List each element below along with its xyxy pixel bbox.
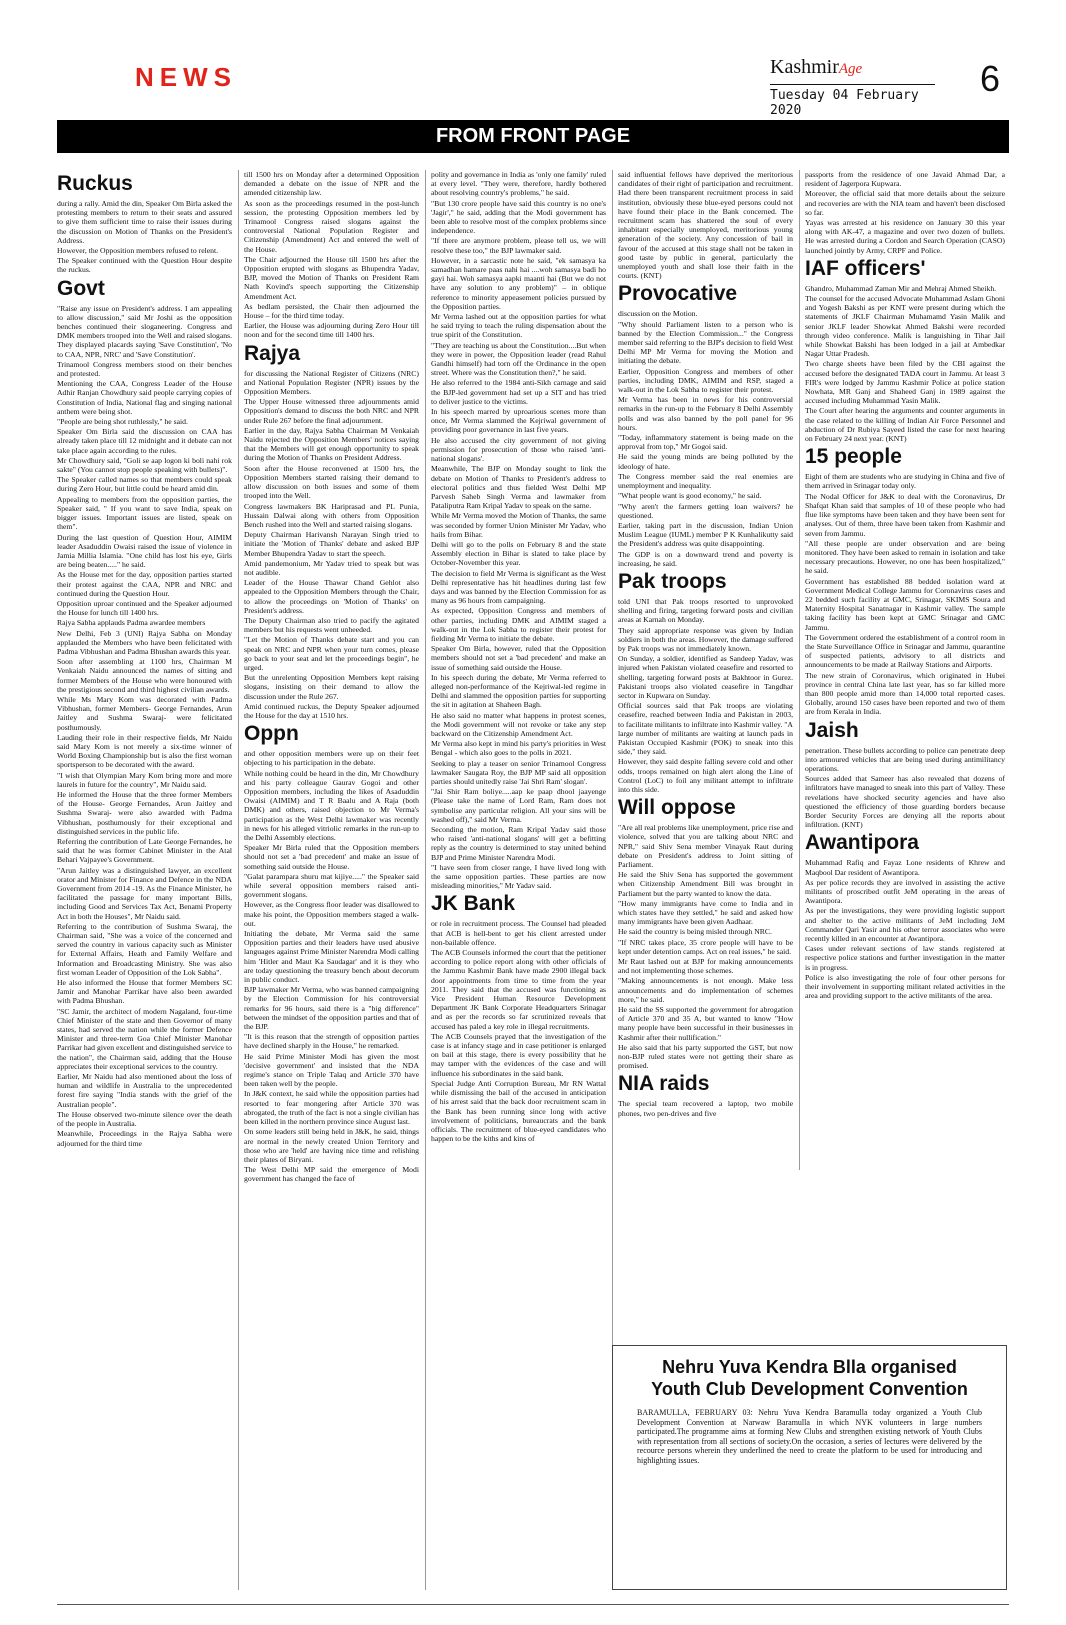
bottom-rule [57, 1604, 1009, 1605]
article-paragraph: Speaker Om Birla said the discussion on CAA has already taken place till 12 midnight and it debate can not take place again according to the rules. [57, 427, 232, 455]
article-paragraph: The Speaker called names so that members could speak during Zero Hour, but little could be heard amid din. [57, 475, 232, 494]
article-paragraph: The Deputy Chairman also tried to pacify the agitated members but his requests went unheeded. [244, 615, 419, 635]
article-paragraph: "Making announcements is not enough. Make less announcements and do implementation of schemes more," he said. [618, 976, 793, 1004]
article-paragraph: "Arun Jaitley was a distinguished lawyer, an excellent orator and Minister for Finance and Defence in the NDA Government from 2014 -19. As the Finance Minister, he facilitated the passage for many important Bills, including Good and Services Tax Act, Benami Property Act in both the Houses", Mr Naidu said. [57, 865, 232, 921]
article-paragraph: Mr Verma has been in news for his controversial remarks in the run-up to the February 8 Delhi Assembly polls and was also banned by the poll panel for 96 hours. [618, 395, 793, 432]
page-number: 6 [980, 58, 1001, 99]
column-divider [425, 170, 426, 1590]
article-paragraph: "Raise any issue on President's address. I am appealing to allow discussion," said Mr Joshi as the opposition benches continued their sloganeering. Congress and DMK members trooped into the Well and raised slogans. They displayed placards saying 'Save Constitution', 'No to CAA, NPR, NRC' and 'Save Constitution'. [57, 303, 232, 359]
article-paragraph: Yayas was arrested at his residence on January 30 this year along with AK-47, a magazine and over two dozen of bullets. He was arrested during a Cordon and Search Operation (CASO) launched jointly by Army, CRPF and Police. [805, 218, 1005, 255]
article-paragraph: "If NRC takes place, 35 crore people will have to be kept under detention camps. Act on real issues," he said. [618, 937, 793, 956]
article-paragraph: Trinamool Congress members stood on their benches and protested. [57, 359, 232, 379]
article-paragraph: The Chair adjourned the House till 1500 hrs after the Opposition erupted with slogans as Bhupendra Yadav, BJP, moved the Motion of Thanks on President Ram Nath Kovind's speech supporting the Citizenship Amendment Act. [244, 254, 419, 301]
article-paragraph: "Are all real problems like unemployment, price rise and violence, solved that you are talking about NRC and NPR," said Shiv Sena member Vinayak Raut during debate on President's address to Joint sitting of Parliament. [618, 823, 793, 869]
headline-line: Nehru Yuva Kendra Blla organised [662, 1357, 957, 1377]
article-paragraph: New Delhi, Feb 3 (UNI) Rajya Sabha on Monday applauded the Members who have been felicitated with Padma Vibhushan and Padma Bhushan awards this year. [57, 628, 232, 656]
article-paragraph: The counsel for the accused Advocate Muhammad Aslam Ghoni and Yogesh Bakshi as per KNT were present during which the statements of JKLF Chairman Muhamamd Yasin Malik and senior JKLF leader Showkat Ahmed Bakshi were recorded through video conference. Malik is languishing in Tihar Jail while Showkat Bakshi has been lodged in a jail at Ambedkar Nagar Uttar Pradesh. [805, 294, 1005, 359]
column-5 [805, 170, 1005, 1170]
article-headline: Will oppose [618, 796, 736, 820]
article-paragraph: Mr Chowdhury said, "Goli se aap logon ki boli nahi rok sakte" (You cannot stop people speaking with bullets)". [57, 455, 232, 475]
article-paragraph: Mr Raut lashed out at BJP for making announcements and not implementing those schemes. [618, 957, 793, 976]
article-paragraph: The West Delhi MP said the emergence of Modi government has changed the face of [244, 1165, 419, 1184]
article-paragraph: He also informed the House that former Members SC Jamir and Manohar Parrikar have also been awarded with Padma Bhushan. [57, 978, 232, 1006]
masthead [0, 0, 1066, 120]
article-paragraph: "Galat parampara shuru mat kijiye....." the Speaker said while several opposition members raised anti-government slogans. [244, 871, 419, 900]
column-2 [244, 170, 419, 1600]
article-paragraph: He also said that his party supported the GST, but now non-BJP ruled states were not getting their share as promised. [618, 1042, 793, 1071]
article-paragraph: The new strain of Coronavirus, which originated in Hubei province in central China late last year, has so far killed more than 800 people amid more than 14,000 total reported cases. Globally, around 150 cases have been reported and two of them are from Kerala in India. [805, 670, 1005, 717]
article-paragraph: "Why aren't the farmers getting loan waivers? he questioned. [618, 501, 793, 520]
article-paragraph: In J&K context, he said while the opposition parties had resorted to fear mongering after Article 370 was abrogated, the truth of the fact is not a single civilian has been killed in the northern province since August last. [244, 1089, 419, 1127]
article-headline: 15 people [805, 445, 902, 469]
article-paragraph: Rajya Sabha applauds Padma awardee members [57, 618, 206, 628]
boxed-story-headline [637, 1356, 982, 1400]
article-paragraph: However, they said despite falling severe cold and other odds, troops remained on high alert along the Line of Control (LoC) to foil any militant attempt to infiltrate into this side. [618, 757, 793, 794]
article-paragraph: Leader of the House Thawar Chand Gehlot also appealed to the Opposition Members through the Chair, to allow the proceedings on 'Motion of Thanks' on President's address. [244, 578, 419, 615]
article-paragraph: The Government ordered the establishment of a control room in the State Surveillance Office in Srinagar and Jammu, quarantine of suspected patients, advisory to all districts and announcements to be made at Railway Stations and Airports. [805, 632, 1005, 670]
article-paragraph: till 1500 hrs on Monday after a determined Opposition demanded a debate on the issue of NPR and the amended citizenship law. [244, 170, 419, 198]
column-1 [57, 170, 232, 1600]
article-paragraph: Police is also investigating the role of four other persons for their involvement in supporting militant related activities in the area and providing support to the active militants of the area. [805, 972, 1005, 1001]
article-paragraph: discussion on the Motion. [618, 309, 698, 319]
article-paragraph: However, in a sarcastic note he said, "ek samasya ka samadhan hamare paas nahi hai ....woh samasya badi ho gayi hai. Woh samasya aapki maanti hai (But we do not have any solution to any problem)" – in oblique reference to minority appeasement policies pursued by the Opposition parties. [431, 255, 606, 311]
article-paragraph: The Nodal Officer for J&K to deal with the Coronavirus, Dr Shafqat Khan said that samples of 10 of these people who had flue like symptoms have been taken and they have been sent for analyses. Out of them, three have been taken from Kashmir and seven from Jammu. [805, 491, 1005, 538]
article-paragraph: He said the Shiv Sena has supported the government when Citizenship Amendment Bill was brought in Parliament but the party wanted to know the data. [618, 870, 793, 898]
article-paragraph: While nothing could be heard in the din, Mr Chowdhury and his party colleague Gaurav Gogoi and other Opposition members, including the likes of Asaduddin Owaisi (AIMIM) and T R Baalu and A Raja (both DMK) and others, raised objection to Mr Verma's participation as the West Delhi lawmaker was recently in news for his alleged vitriolic remarks in the run-up to the Delhi Assembly elections. [244, 768, 419, 842]
article-paragraph: "Today, inflammatory statement is being made on the approval from top," Mr Gogoi said. [618, 433, 793, 452]
article-paragraph: In his speech during the debate, Mr Verma referred to alleged non-performance of the Kejriwal-led regime in Delhi and slammed the opposition parties for supporting the sit in agitation at Shaheen Bagh. [431, 672, 606, 710]
article-headline: JK Bank [431, 892, 516, 916]
article-headline: Govt [57, 276, 105, 300]
article-paragraph: Ghandro, Muhammad Zaman Mir and Mehraj Ahmed Sheikh. [805, 283, 997, 293]
article-paragraph: "They are teaching us about the Constitution....But when they were in power, the Opposition leader (read Rahul Gandhi himself) had torn off the Ordinance in the open street. Where was the Constitution then?," he said. [431, 340, 606, 378]
article-paragraph: "SC Jamir, the architect of modern Nagaland, four-time Chief Minister of the state and then Governor of many states, had served the nation while the former Defence Minister and three-term Goa Chief Minister Manohar Parrikar had given excellent and distinguished service to the nation", the Chairman said, adding that the House appreciates their exceptional services to the country. [57, 1006, 232, 1071]
article-paragraph: Initiating the debate, Mr Verma said the same Opposition parties and their leaders have used abusive languages against Prime Minister Narendra Modi calling him 'Hitler and Maut Ka Saudagar' and it is they who are today questioning the treasury bench about decorum in public conduct. [244, 929, 419, 985]
article-paragraph: As bedlam persisted, the Chair then adjourned the House – for the third time today. [244, 301, 419, 321]
issue-date: Tuesday 04 February 2020 [770, 84, 935, 118]
article-paragraph: The Congress member said the real enemies are unemployment and inequality. [618, 471, 793, 491]
article-paragraph: He also accused the city government of not giving permission for prosecution of those who raised 'anti-national slogans'. [431, 435, 606, 464]
article-paragraph: Speaker Mr Birla ruled that the Opposition members should not set a 'bad precedent' and make an issue of something said outside the House. [244, 843, 419, 871]
boxed-story [612, 1345, 1007, 1590]
article-paragraph: On some leaders still being held in J&K, he said, things are normal in the newly created Union Territory and those who are 'held' are having nice time and relishing their plates of Biryani. [244, 1127, 419, 1164]
column-4 [618, 170, 793, 1170]
article-headline: IAF officers' [805, 256, 926, 280]
article-paragraph: Deputy Chairman Harivansh Narayan Singh tried to initiate the 'Motion of Thanks' debate and asked BJP Member Bhupendra Yadav to start the speech. [244, 530, 419, 558]
article-paragraph: Mr Verma lashed out at the opposition parties for what he said trying to teach the ruling dispensation about the true spirit of the Constitution. [431, 312, 606, 340]
article-paragraph: The Speaker continued with the Question Hour despite the ruckus. [57, 256, 232, 275]
article-headline: Rajya [244, 341, 301, 365]
logo-main: Kashmir [770, 56, 839, 78]
article-paragraph: "I wish that Olympian Mary Kom bring more and more laurels in future for the country", Mr Naidu said. [57, 770, 232, 789]
article-paragraph: "What people want is good economy," he said. [618, 491, 762, 501]
headline-line: Youth Club Development Convention [651, 1379, 968, 1399]
article-paragraph: "Why should Parliament listen to a person who is banned by the Election Commission..." the Congress member said referring to the BJP's decision to field West Delhi MP Mr Verma for moving the Motion and initiating the debate. [618, 319, 793, 366]
article-paragraph: penetration. These bullets according to police can penetrate deep into armoured vehicles that are being used during antimilitancy operations. [805, 745, 1005, 773]
article-paragraph: Lauding their role in their respective fields, Mr Naidu said Mary Kom is not merely a six-time winner of World Boxing Championship but is also the first woman sportsperson to be decorated with the award. [57, 732, 232, 770]
article-headline: Oppn [244, 722, 299, 746]
article-paragraph: Amid pandemonium, Mr Yadav tried to speak but was not audible. [244, 558, 419, 577]
article-paragraph: As per police records they are involved in assisting the active militants of proscribed outfit JeM operating in the areas of Awantipora. [805, 877, 1005, 906]
column-3 [431, 170, 606, 1600]
article-paragraph: Mentioning the CAA, Congress Leader of the House Adhir Ranjan Chowdhury said people carrying copies of Constitution of India, National flag and singing national anthem were being shot. [57, 379, 232, 416]
article-paragraph: During the last question of Question Hour, AIMIM leader Asaduddin Owaisi raised the issue of violence in Jamia Millia Islamia. "One child has lost his eye, Girls are being beaten....." he said. [57, 532, 232, 570]
article-paragraph: during a rally. Amid the din, Speaker Om Birla asked the protesting members to return to their seats and assured to give them sufficient time to raise their issues during the discussion on Motion of Thanks on the President's Address. [57, 199, 232, 245]
article-paragraph: Referring to the contribution of Sushma Swaraj, the Chairman said, "She was a voice of the concerned and served the country in various capacity such as Minister for External Affairs, Heath and Family Welfare and Information and Broadcasting Ministry. She was also first woman Leader of Opposition of the Lok Sabha". [57, 921, 232, 977]
article-paragraph: Moreover, the official said that more details about the seizure and recoveries are with the NIA team and haven't been disclosed so far. [805, 189, 1005, 217]
article-paragraph: Opposition uproar continued and the Speaker adjourned the House for lunch till 1400 hrs. [57, 598, 232, 618]
article-paragraph: He also said no matter what happens in protest scenes, the Modi government will not revoke or take any step backward on the Citizenship Amendment Act. [431, 710, 606, 738]
article-paragraph: While Ms Mary Kom was decorated with Padma Vibhushan, former Members- George Fernandes, Arun Jaitley and Sushma Swaraj- were felicitated posthumously. [57, 694, 232, 732]
article-paragraph: He said the young minds are being polluted by the ideology of hate. [618, 452, 793, 471]
article-paragraph: Seeking to play a teaser on senior Trinamool Congress lawmaker Saugata Roy, the BJP MP said all opposition parties should unitedly raise 'Jai Shri Ram' slogan'. [431, 758, 606, 786]
article-paragraph: The ACB Counsels prayed that the investigation of the case is at infancy stage and in case petitioner is enlarged on bail at this stage, there is every possibility that he may tamper with the evidences of the case and will influence his subordinates in the said bank. [431, 1031, 606, 1078]
article-paragraph: As per the investigations, they were providing logistic support and shelter to the active militants of JeM including JeM Commander Qari Yasir and his other terror associates who were recently killed in an encounter at Awantipora. [805, 906, 1005, 944]
article-paragraph: and other opposition members were up on their feet objecting to his participation in the debate. [244, 749, 419, 768]
article-headline: Ruckus [57, 172, 133, 195]
article-paragraph: "If there are anymore problem, please tell us, we will resolve these too," the BJP lawmaker said. [431, 236, 606, 255]
article-paragraph: Mr Verma also kept in mind his party's priorities in West Bengal - which also goes to the polls in 2021. [431, 739, 606, 758]
article-paragraph: BJP lawmaker Mr Verma, who was banned campaigning by the Election Commission for his controversial remarks for 96 hours, said there is a "big difference" between the mindset of the opposition parties and that of the BJP. [244, 985, 419, 1032]
article-paragraph: He said the country is being misled through NRC. [618, 927, 772, 937]
article-paragraph: The special team recovered a laptop, two mobile phones, two pen-drives and five [618, 1099, 793, 1118]
article-paragraph: said influential fellows have deprived the meritorious candidates of their right of participation and recruitment. Had there been transparent recruitment process in said institution, obviously these blue-eyed persons could not have found their place in the Bank concerned. The recruitment scam has shattered the soul of every inhabitant especially unemployed, meritorious young generation of the society. Any concession of bail in favour of the accused at this stage shall not be taken in good taste by public in general, particularly the unemployed youth and shall lose their faith in the courts. (KNT) [618, 170, 793, 281]
article-headline: Awantipora [805, 831, 919, 855]
article-paragraph: But the unrelenting Opposition Members kept raising slogans, insisting on their demand to allow the discussion under the Rule 267. [244, 673, 419, 701]
article-paragraph: Referring the contribution of Late George Fernandes, he said that he was former Cabinet Minister in the Atal Behari Vajpayee's Government. [57, 837, 232, 865]
article-paragraph: Two charge sheets have been filed by the CBI against the accused before the designated TADA court in Jammu. At least 3 FIR's were lodged by Jammu Kashmir Police at police station Nowhata, MR Ganj and Shaheed Ganj in 1989 against the accused including Muhammad Yasin Malik. [805, 359, 1005, 406]
article-paragraph: The Upper House witnessed three adjournments amid Opposition's demand to discuss the both NRC and NPR under Rule 267 before the final adjournment. [244, 397, 419, 425]
article-paragraph: "People are being shot ruthlessly," he said. [57, 417, 188, 427]
article-paragraph: "Let the Motion of Thanks debate start and you can speak on NRC and NPR when your turn comes, please go back to your seat and let the proceedings begin", he urged. [244, 635, 419, 672]
article-paragraph: The decision to field Mr Verma is significant as the West Delhi representative has hit headlines during last few days and was banned by the Election Commission for as many as 96 hours from campaigning. [431, 568, 606, 606]
article-paragraph: "How many immigrants have come to India and in which states have they settled," he said and asked how many immigrants have been given Aadhaar. [618, 898, 793, 927]
article-paragraph: Official sources said that Pak troops are violating ceasefire, reached between India and Pakistan in 2003, to facilitate militants to infiltrate into Kashmir valley. "A large number of militants are waiting at launch pads in Pakistan Occupied Kashmir (POK) to sneak into this side," they said. [618, 701, 793, 757]
article-paragraph: In his speech marred by uproarious scenes more than once, Mr Verma slammed the Kejriwal government of providing poor governance in last five years. [431, 407, 606, 435]
article-paragraph: However, the Opposition members refused to relent. [57, 246, 219, 256]
section-label: NEWS [135, 62, 237, 92]
article-paragraph: On Sunday, a soldier, identified as Sandeep Yadav, was injured when Pakistan violated ceasefire and resorted to shelling, targeting forward posts at Bakhtoor in Gurez. Pakistani troops also violated ceasefire in Tangdhar sector in Kupwara on Sunday. [618, 654, 793, 700]
article-paragraph: The Court after hearing the arguments and counter arguments in the case related to the killing of Indian Air Force Personnel and abduction of Dr Rubiya Sayeed listed the case for next hearing on February 24 next year. (KNT) [805, 406, 1005, 444]
article-paragraph: for discussing the National Register of Citizens (NRC) and National Population Register (NPR) issues by the Opposition Members. [244, 368, 419, 397]
article-headline: NIA raids [618, 1072, 710, 1096]
article-paragraph: As expected, Opposition Congress and members of other parties, including DMK and AIMIM staged a walk-out in the Lok Sabha to register their protest for fielding Mr Verma to initiate the debate. [431, 606, 606, 643]
article-paragraph: Earlier, the House was adjourning during Zero Hour till noon and for the second time till 1400 hrs. [244, 321, 419, 340]
column-divider [238, 170, 239, 1590]
article-paragraph: Earlier in the day, Rajya Sabha Chairman M Venkaiah Naidu rejected the Opposition Members' notices saying that the Members will get enough opportunity to speak during the Motion of Thanks on President Address. [244, 425, 419, 463]
article-paragraph: Soon after assembling at 1100 hrs, Chairman M Venkaiah Naidu announced the names of sitting and former Members of the House who were honoured with the prestigious second and third highest civilian awards. [57, 657, 232, 694]
article-paragraph: Cases under relevant sections of law stands registered at respective police stations and further investigation in the matter is in progress. [805, 944, 1005, 972]
article-paragraph: told UNI that Pak troops resorted to unprovoked shelling and firing, targeting forward posts and civilian areas at Karnah on Monday. [618, 596, 793, 625]
article-paragraph: They said appropriate response was given by Indian soldiers in both the areas. However, the damage suffered by Pak troops was not immediately known. [618, 625, 793, 653]
article-paragraph: As soon as the proceedings resumed in the post-lunch session, the protesting Opposition members led by Trinamool Congress raised slogans against the controversial National Population Register and Citizenship (Amendment) Act and entered the well of the House. [244, 198, 419, 254]
article-paragraph: "All these people are under observation and are being monitored. They have been asked to remain in isolation and take necessary precautions. However, no one has been hospitalized," he said. [805, 538, 1005, 576]
article-paragraph: Delhi will go to the polls on February 8 and the state Assembly election in Bihar is slated to take place by October-November this year. [431, 539, 606, 568]
article-headline: Jaish [805, 718, 859, 742]
article-paragraph: The ACB Counsels informed the court that the petitioner according to police report along with other officials of the Jammu Kashmir Bank have made 2900 illegal back door appointments from time to time from the year 2011. They said that the accused was functioning as Vice President Human Resource Development Department JK Bank Corporate Headquarters Srinagar and as per the records so far scrutinized reveals that accused has paled a key role in illegal recruitments. [431, 948, 606, 1031]
article-paragraph: While Mr Verma moved the Motion of Thanks, the same was seconded by former Union Minister Mr Yadav, who hails from Bihar. [431, 511, 606, 539]
boxed-story-body: BARAMULLA, FEBRUARY 03: Nehru Yuva Kendra Baramulla today organized a Youth Club Development Convention at Narwaw Baramulla in which NYK volunteers in large numbers participated.The programme aims at forming New Clubs and strengthen existing network of Youth Clubs with representation from all sections of society.On the occasion, a series of lectures were delivered by the recource persons wherein they underlined the need to create the platform to be used for introducing and highlighting issues. [637, 1408, 982, 1465]
article-paragraph: He also referred to the 1984 anti-Sikh carnage and said the BJP-led government had set up a SIT and has tried to deliver justice to the victims. [431, 378, 606, 406]
article-paragraph: Seconding the motion, Ram Kripal Yadav said those who raised 'anti-national slogans' will get a befitting reply as the country is determined to stay united behind BJP and Prime Minister Narendra Modi. [431, 825, 606, 862]
article-paragraph: polity and governance in India as 'only one family' ruled at every level. "They were, therefore, hardly bothered about resolving country's problems," he said. [431, 170, 606, 198]
column-divider [799, 170, 800, 1170]
article-paragraph: Amid continued ruckus, the Deputy Speaker adjourned the House for the day at 1510 hrs. [244, 701, 419, 720]
article-paragraph: Muhammad Rafiq and Fayaz Lone residents of Khrew and Maqbool Dar resident of Awantipora. [805, 858, 1005, 877]
newspaper-logo [770, 56, 862, 79]
section-banner: FROM FRONT PAGE [57, 120, 1009, 153]
article-paragraph: Soon after the House reconvened at 1500 hrs, the Opposition Members started raising their demand to allow discussion on both issues and some of them trooped into the Well. [244, 463, 419, 501]
article-paragraph: "It is this reason that the strength of opposition parties have declined sharply in the House," he remarked. [244, 1032, 419, 1051]
article-paragraph: "But 130 crore people have said this country is no one's 'Jagir'," he said, adding that the Modi government has been able to resolve most of the complex problems since independence. [431, 198, 606, 236]
article-paragraph: Government has established 88 bedded isolation ward at Government Medical College Jammu for Coronavirus cases and 22 bedded such facility at GMC, Srinagar, SKIMS Soura and Maternity Hospital Sanatnagar in Kashmir valley. The sample taking facility has been kept at GMC Srinagar and GMC Jammu. [805, 576, 1005, 632]
article-headline: Provocative [618, 282, 738, 306]
article-paragraph: passports from the residence of one Javaid Ahmad Dar, a resident of Jagerpora Kupwara. [805, 170, 1005, 189]
article-paragraph: Eight of them are students who are studying in China and five of them arrived in Srinagar today only. [805, 472, 1005, 491]
article-paragraph: He said Prime Minister Modi has given the most 'decisive government' and insisted that the NDA regime's stance on Triple Talaq and Article 370 have been taken well by the people. [244, 1051, 419, 1089]
article-paragraph: Meanwhile, The BJP on Monday sought to link the debate on Motion of Thanks to President's address to electoral politics and thus fielded West Delhi MP Parvesh Saheb Singh Verma and lawmaker from Pataliputra Ram Kripal Yadav to speak on the same. [431, 464, 606, 511]
article-paragraph: Earlier, Opposition Congress and members of other parties, including DMK, AIMIM and RSP, staged a walk-out in the Lok Sabha to register their protest. [618, 366, 793, 395]
article-paragraph: He said the SS supported the government for abrogation of Article 370 and 35 A, but wanted to know "How many people have been successful in their businesses in Kashmir after their nullification." [618, 1005, 793, 1042]
article-paragraph: Earlier, Mr Naidu had also mentioned about the loss of human and wildlife in Australia to the unprecedented forest fire saying "India stands with the grief of the Australian people". [57, 1072, 232, 1109]
article-paragraph: Sources added that Sameer has also revealed that dozens of infiltrators have managed to sneak into this part of Valley. These revelations have shocked security agencies and have also questioned the efficiency of those guarding borders because Border Security Forces are denying all the reports about infiltration. (KNT) [805, 774, 1005, 830]
article-paragraph: Earlier, taking part in the discussion, Indian Union Muslim League (IUML) member P K Kunhalikutty said the President's address was quite disappointing. [618, 520, 793, 549]
article-paragraph: The House observed two-minute silence over the death of the people in Australia. [57, 1109, 232, 1129]
logo-accent: Age [838, 61, 863, 77]
article-paragraph: Congress lawmakers BK Hariprasad and PL Punia, Hussain Dalwai along with others from Opposition Bench rushed into the Well and started raising slogans. [244, 501, 419, 529]
article-headline: Pak troops [618, 569, 727, 593]
page-content [57, 170, 1009, 1600]
article-paragraph: or role in recruitment process. The Counsel had pleaded that ACB is hell-bent to get his client arrested under non-bailable offence. [431, 919, 606, 947]
article-paragraph: Appealing to members from the opposition parties, the Speaker said, " If you want to save India, speak on bigger issues. Important issues are listed, speak on them". [57, 494, 232, 532]
article-paragraph: Special Judge Anti Corruption Bureau, Mr RN Wattal while dismissing the bail of the accused in anticipation of his arrest said that the back door recruitment scam in the Bank has been running since long with active involvement of politicians, bureaucrats and the bank officials. The recruitment of blue-eyed candidates who happen to be the kiths and kins of [431, 1078, 606, 1144]
article-paragraph: Meanwhile, Proceedings in the Rajya Sabha were adjourned for the third time [57, 1129, 232, 1148]
article-paragraph: The GDP is on a downward trend and poverty is increasing, he said. [618, 549, 793, 568]
article-paragraph: "Jai Shir Ram boliye.....aap ke paap dhool jaayenge (Please take the name of Lord Ram, Ram does not symbolise any particular religion. All your sins will be washed off)," said Mr Verma. [431, 787, 606, 824]
article-paragraph: However, as the Congress floor leader was disallowed to make his point, the Opposition members staged a walk-out. [244, 900, 419, 928]
article-paragraph: He informed the House that the three former Members of the House- George Fernandes, Arun Jaitley and Sushma Swaraj- were also awarded with Padma Vibhushan, posthumously for their exceptional and distinguished services in the public life. [57, 789, 232, 836]
article-paragraph: Speaker Om Birla, however, ruled that the Opposition members should not set a 'bad precedent' and make an issue of something said outside the House. [431, 644, 606, 672]
article-paragraph: "I have seen from closer range, I have lived long with the same opposition parties. These parties are now misleading minorities," Mr Yadav said. [431, 862, 606, 891]
article-paragraph: As the House met for the day, opposition parties started their protest against the CAA, NPR and NRC and continued during the Question Hour. [57, 570, 232, 598]
